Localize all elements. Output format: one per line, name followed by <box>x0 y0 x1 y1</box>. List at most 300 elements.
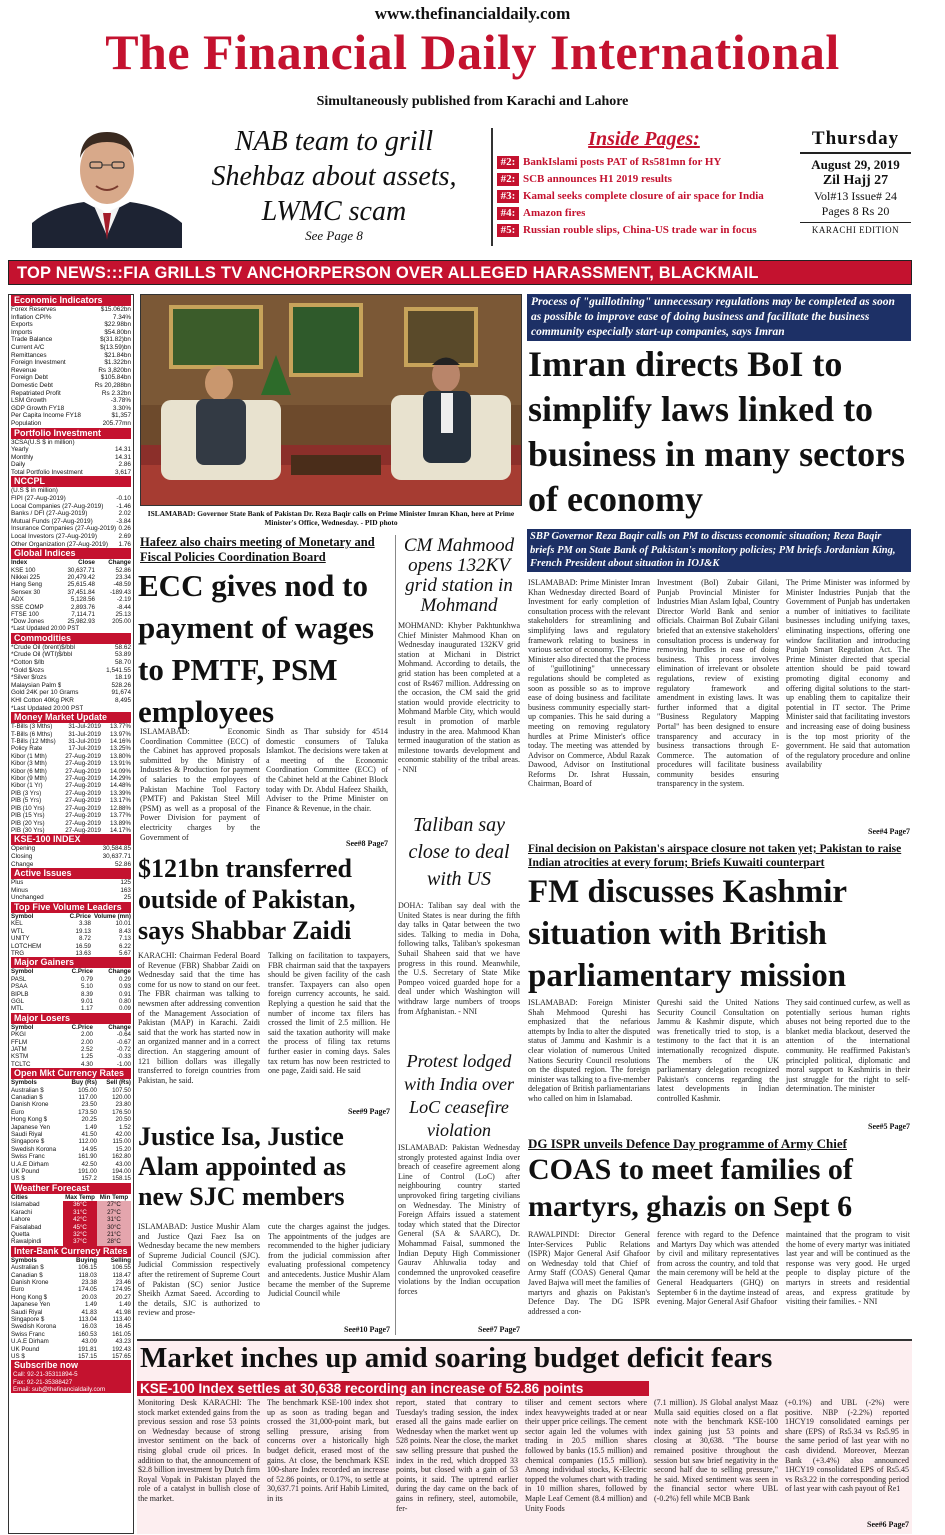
active-issue-row <box>11 879 131 887</box>
interbank-currency-row <box>11 1309 131 1316</box>
weather-min: 21°C <box>97 1231 131 1238</box>
subscribe-line[interactable]: Fax: 92-21-35388427 <box>11 1379 131 1386</box>
open-market-currency-row <box>11 1175 131 1182</box>
economic-indicator-row <box>11 412 131 420</box>
money-market-row <box>11 768 131 775</box>
economic-indicator-row-value: 205.77mn <box>102 419 131 427</box>
open-market-currency-row-cell: 112.00 <box>78 1138 97 1146</box>
open-market-currency-row-cell: 15.20 <box>115 1145 131 1153</box>
money-market-row-cell: 13.77% <box>110 812 131 820</box>
global-index-row-header <box>11 559 131 566</box>
economic-indicator-row-value: -3.78% <box>110 397 131 405</box>
fbr-headline[interactable]: $121bn transferred outside of Pakistan, says Shabbar Zaidi <box>138 854 356 945</box>
economic-indicator-row-label: GDP Growth FY18 <box>11 404 65 412</box>
interbank-currency-row <box>11 1279 131 1286</box>
interbank-currency-row-cell: Australian $ <box>11 1264 44 1272</box>
global-index-row-cell: 5,128.56 <box>70 596 95 604</box>
money-market-row <box>11 731 131 738</box>
money-market-row-cell: Kibor (1 Yr) <box>11 782 43 790</box>
global-index-row-cell: ADX <box>11 596 24 604</box>
interbank-currency-row-cell: 20.03 <box>81 1293 97 1301</box>
nccpl-row-value: 1.76 <box>118 540 131 548</box>
weather-city: Karachi <box>11 1208 32 1216</box>
weather-row <box>11 1224 131 1231</box>
taliban-body: DOHA: Taliban say deal with the United States is near during the fifth day talks in Qatar between the two sides. Talking to media in Doha, following talks, Taliban's spokesman Suhail Shaheen said that we have progress in this round. Meanwhile, the U.S. Secretary of State Mike Pompeo voiced guarded hope for a deal under which Washington will withdraw large numbers of troops from Afghanistan. - NNI <box>398 901 520 1016</box>
open-market-currency-row-header <box>11 1079 131 1086</box>
imran-deck[interactable]: Process of "guillotining" unnecessary regulations may be completed as soon as possible to improve ease of doing business and facilitate the business community especially start-up companies, says Imran <box>527 294 911 341</box>
money-market-row-cell: 27-Aug-2019 <box>65 804 101 812</box>
volume-leader-row-cell: 10.01 <box>115 920 131 928</box>
weather-city: Rawalpindi <box>11 1238 42 1246</box>
kse100-row <box>11 861 131 869</box>
portfolio-row-label: Daily <box>11 461 26 469</box>
interbank-currency-row-cell: 106.55 <box>112 1264 131 1272</box>
subscribe-line[interactable]: Email: sub@thefinancialdaily.com <box>11 1386 131 1393</box>
global-index-row-header-cell: Close <box>78 559 95 567</box>
loser-row <box>11 1046 131 1053</box>
interbank-currency-row-cell: 20.27 <box>115 1293 131 1301</box>
loser-row-cell: 2.00 <box>80 1038 93 1046</box>
economic-indicator-row-label: Inflation CPI% <box>11 313 52 321</box>
volume-leader-row-cell: LOTCHEM <box>11 942 42 950</box>
open-market-currency-row <box>11 1131 131 1138</box>
market-body-col4: tiliser and cement sectors where index heavyweights traded at or near their upper price ceilings. The cement sector again led the volumes with trading in 20.5 million shares followed by banks (15.5 million) and chemical companies (15.5 million). Among individual stocks, K-Electric topped the volumes chart with trading in 10 million shares, followed by Maple Leaf Cement (8.4 million) and Unity Foods <box>525 1398 647 1513</box>
global-index-row <box>11 589 131 596</box>
weather-city: Lahore <box>11 1216 31 1224</box>
open-market-currency-row-header-cell: Sell (Rs) <box>106 1079 131 1087</box>
commodity-row-label: *Cotton $/lb <box>11 659 45 667</box>
interbank-currency-row-cell: UK Pound <box>11 1345 40 1353</box>
portfolio-row-label: 3CSA(U.S $ in million) <box>11 438 75 446</box>
open-market-currency-row-cell: Canadian $ <box>11 1094 43 1101</box>
money-market-row-cell: 31-Jul-2019 <box>68 723 101 731</box>
inside-pages-title: Inside Pages: <box>588 128 700 150</box>
interbank-currency-row-cell: 23.38 <box>81 1278 97 1286</box>
subscribe-line[interactable]: Call: 92-21-35311894-5 <box>11 1371 131 1378</box>
sjc-headline[interactable]: Justice Isa, Justice Alam appointed as new SJC members <box>138 1122 347 1211</box>
protest-headline[interactable]: Protest lodged with India over LoC ceasefire violation <box>404 1051 514 1140</box>
nccpl-row <box>11 533 131 541</box>
commodities-heading: Commodities <box>11 633 131 644</box>
fm-body-col2: Qureshi said the United Nations Security Council Consultation on Jammu & Kashmir dispute, which was frenetically tried to stop, is a testimony to the fact that it is an internationally recognized dispute. The members of the UK parliamentary delegation recognized Pakistan's concerns regarding the latest developments in Indian controlled Kashmir. <box>657 998 779 1103</box>
weather-max: 42°C <box>63 1216 97 1223</box>
coas-headline[interactable]: COAS to meet families of martyrs, ghazis on Sept 6 <box>528 1153 853 1223</box>
interbank-currency-row <box>11 1353 131 1360</box>
fbr-see-page[interactable]: See#9 Page7 <box>348 1107 390 1116</box>
global-index-row-cell: -8.44 <box>116 603 131 611</box>
lead-divider <box>491 128 493 246</box>
interbank-currency-row-cell: Japanese Yen <box>11 1301 50 1309</box>
open-market-currency-heading: Open Mkt Currency Rates <box>11 1068 131 1079</box>
imran-sub-deck[interactable]: SBP Governor Reza Baqir calls on PM to discuss economic situation; Reza Baqir briefs PM on State Bank of Pakistan's monitory policies; PM briefs Jordanian King, French President about situation in IOJ&K <box>527 529 911 572</box>
commodity-row-value: 58.62 <box>115 643 131 651</box>
economic-indicator-row-label: Foreign Investment <box>11 359 66 367</box>
gainer-row <box>11 998 131 1005</box>
coas-body-col1: RAWALPINDI: Director General Inter-Services Public Relations (ISPR) Major General Asif Ghafoor on Wednesday told that Chief of Army Staff (COAS) General Qamar Javed Bajwa will meet the families of martyrs and ghazis on Pakistan's Defence Day. The DG ISPR addressed a con- <box>528 1230 650 1316</box>
inside-pages-list <box>497 156 791 237</box>
interbank-currency-row <box>11 1346 131 1353</box>
weather-max: 32°C <box>63 1231 97 1238</box>
gainer-row-cell: BIPLB <box>11 990 29 998</box>
sjc-see-page[interactable]: See#10 Page7 <box>344 1325 390 1334</box>
active-issues-heading: Active Issues <box>11 868 131 879</box>
nccpl-row-label: FIPI (27-Aug-2019) <box>11 495 66 503</box>
gainer-row <box>11 976 131 983</box>
newspaper-title: The Financial Daily International <box>105 24 840 80</box>
top-news-banner[interactable] <box>8 260 912 285</box>
loser-row-cell: FFLM <box>11 1038 28 1046</box>
open-market-currency-row-cell: 194.00 <box>112 1168 131 1176</box>
loser-row <box>11 1061 131 1068</box>
interbank-currency-row-cell: 16.03 <box>81 1323 97 1331</box>
inside-page-text: BankIslami posts PAT of Rs581mn for HY <box>523 156 722 168</box>
fm-see-page[interactable]: See#5 Page7 <box>868 1122 910 1131</box>
lead-see-page[interactable]: See Page 8 <box>305 228 363 243</box>
loser-row-cell: 1.25 <box>80 1053 93 1061</box>
gainer-row-header-cell: Symbol <box>11 968 34 976</box>
fbr-body-col1: KARACHI: Chairman Federal Board of Revenue (FBR) Shabbar Zaidi on Wednesday said that the time has come for us now to stand on our feet. The FBR chairman was talking to newsmen after addressing convention of the Management Association of Pakistan (MAP) in Karachi. Zaidi said that the work has started now in an organized manner and in a correct direction. An staggering amount of 121 billion dollars was illegally transferred to foreign countries from Pakistan, he said. <box>138 951 260 1085</box>
interbank-currency-row-cell: Euro <box>11 1286 25 1294</box>
kse100-row-value: 30,637.71 <box>102 852 131 860</box>
open-market-currency-row-cell: 1.52 <box>118 1123 131 1131</box>
economic-indicator-row-label: Revenue <box>11 366 37 374</box>
major-losers-heading: Major Losers <box>11 1013 131 1024</box>
gainer-row-header-cell: Change <box>108 968 131 976</box>
open-market-currency-row <box>11 1109 131 1116</box>
money-market-row-cell: Policy Rate <box>11 745 43 753</box>
money-market-heading: Money Market Update <box>11 712 131 723</box>
market-headline[interactable]: Market inches up amid soaring budget deficit fears <box>140 1342 773 1374</box>
active-issue-row-value: 163 <box>120 886 131 894</box>
interbank-currency-row <box>11 1331 131 1338</box>
interbank-currency-row-cell: Swedish Korona <box>11 1323 57 1331</box>
commodity-row <box>11 689 131 697</box>
nccpl-row-label: Banks / DFI (27-Aug-2019) <box>11 510 88 518</box>
money-market-row-cell: 13.25% <box>110 745 131 753</box>
money-market-row-cell: 14.48% <box>110 782 131 790</box>
global-index-row-cell: *Dow Jones <box>11 618 45 626</box>
ecc-see-page[interactable]: See#8 Page7 <box>346 839 388 848</box>
volume-leader-row-cell: 7.13 <box>118 935 131 943</box>
interbank-currency-row-cell: 1.49 <box>118 1301 131 1309</box>
interbank-currency-row <box>11 1301 131 1308</box>
inside-page-item[interactable] <box>497 224 791 237</box>
global-index-row <box>11 581 131 588</box>
imran-headline[interactable]: Imran directs BoI to simplify laws linked to business in many sectors of economy <box>528 344 906 519</box>
global-index-row <box>11 611 131 618</box>
loser-row-cell: PKGI <box>11 1031 26 1039</box>
money-market-row-cell: 27-Aug-2019 <box>65 819 101 827</box>
portfolio-row-label: Monthly <box>11 453 34 461</box>
global-index-row-cell: 25.13 <box>115 611 131 619</box>
loser-row-cell: 2.52 <box>80 1045 93 1053</box>
fm-headline[interactable]: FM discusses Kashmir situation with British parliamentary mission <box>528 874 847 994</box>
open-market-currency-row-cell: 42.50 <box>81 1160 97 1168</box>
money-market-row-cell: 14.29% <box>110 775 131 783</box>
market-see-page[interactable]: See#6 Page7 <box>867 1520 909 1529</box>
global-index-row-cell: 25,615.48 <box>67 581 95 589</box>
open-market-currency-row-cell: 23.50 <box>81 1101 97 1109</box>
shehbaz-portrait <box>32 118 182 248</box>
economic-indicator-row <box>11 359 131 367</box>
loser-row <box>11 1053 131 1060</box>
interbank-currency-row-cell: 157.15 <box>78 1353 97 1360</box>
commodity-row-value: 18.19 <box>115 674 131 682</box>
economic-indicator-row-label: Remittances <box>11 351 47 359</box>
interbank-currency-row-cell: 23.46 <box>115 1278 131 1286</box>
economic-indicator-row <box>11 420 131 428</box>
market-sub-headline[interactable]: KSE-100 Index settles at 30,638 recording an increase of 52.86 points <box>137 1381 649 1396</box>
interbank-currency-row <box>11 1323 131 1330</box>
money-market-row-cell: 27-Aug-2019 <box>65 789 101 797</box>
interbank-currency-row-cell: 41.83 <box>81 1308 97 1316</box>
imran-body-col1: ISLAMABAD: Prime Minister Imran Khan Wednesday directed Board of Investment for early completion of consultation process with the relevant stakeholders for streamlining and simplifying laws and regulatory framework relating to business in various sector of economy. The Prime Minister also directed that the process of "guillotining" unnecessary regulations should be completed as soon as possible so as to improve ease of doing business and facilitate business community especially start-up companies. This he said during a meeting on removing regulatory hurdles at Prime Minister's office today. The meeting was attended by Advisor on Commerce, Abdul Razak Dawood, Advisor on Institutional Reforms Dr. Ishrat Hussain, Chairman, Board of <box>528 578 650 789</box>
nccpl-row-label: Insurance Companies (27-Aug-2019) <box>11 525 117 533</box>
coas-body-col3: maintained that the program to visit the home of every martyr was initiated last year and will be continued as the response was very good. He urged people to display picture of the martyrs in streets and residential areas, and express gratitude by visiting their families. - NNI <box>786 1230 910 1307</box>
economic-indicator-row <box>11 397 131 405</box>
gainer-row-cell: 0.09 <box>118 1005 131 1013</box>
weather-min: 27°C <box>97 1209 131 1216</box>
nccpl-row-value: 2.69 <box>118 533 131 541</box>
kse100-row-label: Change <box>11 860 34 868</box>
inside-page-item[interactable] <box>497 173 791 186</box>
money-market-row-cell: 13.80% <box>110 752 131 760</box>
open-market-currency-row-cell: 107.50 <box>112 1086 131 1094</box>
volume-leader-row <box>11 920 131 927</box>
market-body-col3: report, stated that contrary to Tuesday's trading session, the index erased all the gains made earlier on Wednesday when the market went up 528 points. Near the close, the market saw selling pressure that pushed the index in the red, which dropped 33 points, but closed with a gain of 53 points, it said. The uptrend earlier during the day came on the back of gains in refinery, steel, automobile, fer- <box>396 1398 518 1513</box>
weather-min: 30°C <box>97 1224 131 1231</box>
weather-max: 45°C <box>63 1224 97 1231</box>
taliban-headline[interactable]: Taliban say close to deal with US <box>408 814 510 890</box>
open-market-currency-row-cell: 157.2 <box>81 1175 97 1183</box>
interbank-currency-row-cell: 191.81 <box>78 1345 97 1353</box>
global-index-row-cell: 23.34 <box>115 574 131 582</box>
economic-indicator-row-value: Rs 20,288bn <box>94 381 131 389</box>
loser-row-header <box>11 1024 131 1031</box>
loser-row-cell: JATM <box>11 1045 27 1053</box>
open-market-currency-row-cell: US $ <box>11 1175 25 1183</box>
money-market-row <box>11 805 131 812</box>
economic-indicator-row <box>11 306 131 314</box>
money-market-row-cell: Kibor (3 Mth) <box>11 760 47 768</box>
portfolio-row <box>11 446 131 454</box>
weather-row <box>11 1238 131 1245</box>
global-index-row <box>11 567 131 574</box>
nccpl-row <box>11 503 131 511</box>
open-market-currency-row <box>11 1168 131 1175</box>
open-market-currency-row-cell: Australian $ <box>11 1086 44 1094</box>
open-market-currency-row-cell: Swedish Korona <box>11 1145 57 1153</box>
loser-row-cell: 2.00 <box>80 1031 93 1039</box>
weather-header-cell: Max Temp <box>65 1193 95 1201</box>
commodity-row-label: *Gold $/ozs <box>11 666 45 674</box>
interbank-currency-row <box>11 1316 131 1323</box>
cm-headline[interactable]: CM Mahmood opens 132KV grid station in Mohmand <box>403 535 515 616</box>
economic-indicator-row <box>11 321 131 329</box>
gainer-row-cell: 0.80 <box>118 997 131 1005</box>
money-market-row <box>11 790 131 797</box>
economic-indicator-row-label: Domestic Debt <box>11 381 53 389</box>
coas-kicker[interactable]: DG ISPR unveils Defence Day programme of Army Chief <box>528 1136 847 1151</box>
top-news-text: TOP NEWS:::FIA GRILLS TV ANCHORPERSON OVER ALLEGED HARASSMENT, BLACKMAIL <box>17 264 759 282</box>
economic-indicator-row-value: $1.322bn <box>104 359 131 367</box>
tagline: Simultaneously published from Karachi and Lahore <box>316 94 629 109</box>
portfolio-row-value: 14.31 <box>115 446 131 454</box>
interbank-currency-row-cell: Saudi Riyal <box>11 1308 43 1316</box>
economic-indicator-row-label: Per Capita Income FY18 <box>11 412 81 420</box>
global-index-row-cell: -189.43 <box>110 588 131 596</box>
money-market-row <box>11 782 131 789</box>
interbank-currency-row <box>11 1294 131 1301</box>
economic-indicator-row-label: LSM Growth <box>11 397 47 405</box>
sjc-body-col2: cute the charges against the judges. The appointments of the judges are recommended to the higher judiciary from the judicial commission after evaluating professional competency and antecedents. Justice Mushir Alam became the member of the Supreme Judicial Council while <box>268 1222 390 1299</box>
loser-row-cell: TCLTC <box>11 1060 31 1068</box>
global-index-row-header-cell: Change <box>108 559 131 567</box>
gainer-row-cell: 0.93 <box>118 983 131 991</box>
economic-indicator-row-value: $54.80bn <box>104 328 131 336</box>
portfolio-row-value: 2.86 <box>118 461 131 469</box>
interbank-currency-row-header-cell: Selling <box>110 1256 131 1264</box>
economic-indicator-row-value: $21.84bn <box>104 351 131 359</box>
lead-headline[interactable]: NAB team to grill Shehbaz about assets, LWMC scam <box>211 126 457 227</box>
kse100-row-value: 52.86 <box>115 860 131 868</box>
inside-page-text: Russian rouble slips, China-US trade war in focus <box>523 224 757 236</box>
volume-leader-row-cell: 3.38 <box>78 920 91 928</box>
money-market-row-cell: 31-Jul-2019 <box>68 730 101 738</box>
active-issue-row <box>11 887 131 895</box>
money-market-row-cell: 14.09% <box>110 767 131 775</box>
volume-leader-row-cell: 8.72 <box>78 935 91 943</box>
commodity-row-label: KHI Cotton 40Kg PKR <box>11 697 74 705</box>
global-index-row-cell: KSE 100 <box>11 566 36 574</box>
weather-min: 28°C <box>97 1238 131 1245</box>
volume-leader-row <box>11 950 131 957</box>
loser-row-cell: -0.33 <box>116 1053 131 1061</box>
loser-row-cell: -0.67 <box>116 1038 131 1046</box>
commodity-row <box>11 697 131 705</box>
inside-page-item[interactable] <box>497 190 791 203</box>
money-market-row-cell: PIB (15 Yrs) <box>11 812 45 820</box>
portfolio-row-value: 14.31 <box>115 453 131 461</box>
economic-indicator-row <box>11 382 131 390</box>
volume-leader-row-header-cell: Volume (mn) <box>93 912 131 920</box>
interbank-currency-row-cell: 174.95 <box>112 1286 131 1294</box>
inside-page-text: Kamal seeks complete closure of air space for India <box>523 190 764 202</box>
gainer-row-cell: 9.01 <box>80 997 93 1005</box>
protest-see-page[interactable]: See#7 Page7 <box>478 1325 520 1334</box>
open-market-currency-row <box>11 1094 131 1101</box>
money-market-row-cell: PIB (20 Yrs) <box>11 819 45 827</box>
interbank-currency-row-cell: 43.09 <box>81 1338 97 1346</box>
global-indices-note: *Last Updated 20:00 PST <box>11 625 80 632</box>
interbank-currency-row-cell: 16.45 <box>115 1323 131 1331</box>
money-market-row-cell: Kibor (9 Mth) <box>11 775 47 783</box>
volume-leader-row <box>11 943 131 950</box>
portfolio-row <box>11 454 131 462</box>
open-market-currency-row-cell: 176.50 <box>112 1108 131 1116</box>
money-market-row-cell: T-Bills (6 Mths) <box>11 730 53 738</box>
open-market-currency-row-cell: 173.50 <box>78 1108 97 1116</box>
active-issue-row-value: 125 <box>120 879 131 887</box>
inside-page-text: Amazon fires <box>523 207 586 219</box>
fm-kicker[interactable]: Final decision on Pakistan's airspace closure not taken yet; Pakistan to raise Indian atrocities at every forum; Briefs Kuwaiti counterpart <box>528 843 902 869</box>
loser-row-cell: -0.72 <box>116 1045 131 1053</box>
interbank-currency-row-cell: 160.53 <box>78 1330 97 1338</box>
open-market-currency-row-cell: Danish Krone <box>11 1101 49 1109</box>
fbr-body-col2: Talking on facilitation to taxpayers, FBR chairman said that the taxpayers should be given facility of the cash transfer. Taxpayers can also open foreign currency accounts, he said. Replying a question he said that the number of income tax filers has crossed the limit of 2.5 million. He said the taxation authority will make the process of filing tax returns further easier in coming days. Sales tax return has now been restricted to one page, Zaidi said. He said <box>268 951 390 1076</box>
imran-see-page[interactable]: See#4 Page7 <box>868 827 910 836</box>
money-market-row-cell: 13.97% <box>110 730 131 738</box>
weather-min: 27°C <box>97 1201 131 1208</box>
money-market-row-cell: T-Bills (12 Mths) <box>11 738 56 746</box>
economic-indicator-row-value: $1,357 <box>111 412 131 420</box>
portfolio-row <box>11 461 131 469</box>
global-index-row-cell: 7,114.71 <box>71 611 95 619</box>
coas-body-col2: ference with regard to the Defence and Martyrs Day which was attended by civil and military representatives from across the country, and told that the main ceremony will be held at the General Headquarters (GHQ) on September 6 in the daytime instead of evening. Major General Asif Ghafoor <box>657 1230 779 1307</box>
commodity-row-value: 8,495 <box>115 697 131 705</box>
weather-header-cell: Min Temp <box>99 1193 129 1201</box>
active-issue-row <box>11 894 131 902</box>
inside-page-item[interactable] <box>497 207 791 220</box>
money-market-row <box>11 775 131 782</box>
open-market-currency-row-cell: Swiss Franc <box>11 1153 45 1161</box>
global-index-row-cell: 205.00 <box>112 618 131 626</box>
volume-leader-row <box>11 935 131 942</box>
major-gainers-heading: Major Gainers <box>11 957 131 968</box>
website-url[interactable]: www.thefinancialdaily.com <box>374 4 571 23</box>
gainer-row-cell: 0.91 <box>118 990 131 998</box>
inside-pages-box <box>497 128 791 248</box>
global-index-row-cell: 37,451.84 <box>67 588 95 596</box>
economic-indicator-row-label: Repatriated Profit <box>11 389 61 397</box>
open-market-currency-row <box>11 1138 131 1145</box>
money-market-row-cell: 27-Aug-2019 <box>65 782 101 790</box>
weather-row <box>11 1201 131 1208</box>
gainer-row-cell: GGL <box>11 997 25 1005</box>
money-market-row <box>11 753 131 760</box>
weather-max: 37°C <box>63 1238 97 1245</box>
nccpl-row-label: Mutual Funds (27-Aug-2019) <box>11 517 93 525</box>
money-market-row <box>11 760 131 767</box>
open-market-currency-row-cell: Euro <box>11 1108 25 1116</box>
loser-row-cell: -0.64 <box>116 1031 131 1039</box>
gainer-row-header-cell: C.Price <box>71 968 93 976</box>
economic-indicator-row <box>11 390 131 398</box>
interbank-currency-row-cell: Swiss Franc <box>11 1330 45 1338</box>
global-index-row-cell: Nikkei 225 <box>11 574 40 582</box>
ecc-headline[interactable]: ECC gives nod to payment of wages to PMTF, PSM employees <box>138 568 374 729</box>
loser-row-header-cell: C.Price <box>71 1023 93 1031</box>
inside-page-item[interactable] <box>497 156 791 169</box>
open-market-currency-row-cell: 23.80 <box>115 1101 131 1109</box>
money-market-row-cell: 27-Aug-2019 <box>65 826 101 834</box>
middle-column-rule <box>395 535 396 1335</box>
interbank-currency-row-cell: 43.23 <box>115 1338 131 1346</box>
global-index-row-cell: 25,982.93 <box>67 618 95 626</box>
active-issue-row-label: Minus <box>11 886 29 894</box>
issue-hijri: Zil Hajj 27 <box>822 173 889 188</box>
commodity-row-value: 58.70 <box>115 659 131 667</box>
nccpl-row-value: 2.02 <box>118 510 131 518</box>
subscribe-heading: Subscribe now <box>11 1360 131 1371</box>
open-market-currency-row-cell: 42.00 <box>115 1131 131 1139</box>
money-market-row <box>11 797 131 804</box>
ecc-kicker[interactable]: Hafeez also chairs meeting of Monetary and Fiscal Policies Coordination Board <box>140 535 375 564</box>
global-index-row-cell: 52.86 <box>115 566 131 574</box>
active-issue-row-value: 25 <box>123 894 131 902</box>
open-market-currency-row-cell: Japanese Yen <box>11 1123 50 1131</box>
commodity-row-value: 91,674 <box>111 689 131 697</box>
